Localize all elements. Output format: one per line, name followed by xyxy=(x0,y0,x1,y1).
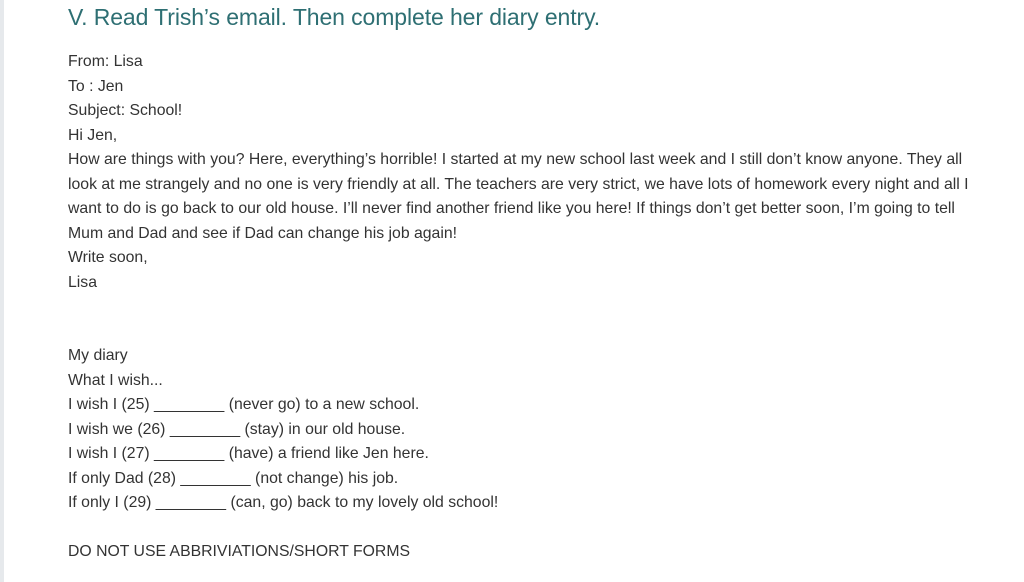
diary-title: My diary xyxy=(68,347,128,364)
instruction-note-text: DO NOT USE ABBRIVIATIONS/SHORT FORMS xyxy=(68,543,411,560)
exercise-heading: V. Read Trish’s email. Then complete her diary entry. xyxy=(68,4,601,30)
instruction-note xyxy=(68,540,410,565)
diary-item: I wish I (25) ________ (never go) to a new school. xyxy=(68,396,420,413)
email-to: To : Jen xyxy=(68,77,124,95)
email-subject: Subject: School! xyxy=(68,102,183,119)
left-border xyxy=(0,0,4,582)
diary-item: I wish we (26) ________ (stay) in our old house. xyxy=(68,420,406,438)
email-from: From: Lisa xyxy=(68,53,143,70)
email-body: How are things with you? Here, everything’s horrible! I started at my new school last week and I still don’t know anyone. They all look at me strangely and no one is very friendly at all. The teachers are very strict, we have lots of homework every night and all I want to do is go back to our old house. I’ll never find another friend like you here! If things don’t get better soon, I’m going to tell Mum and Dad and see if Dad can change his job again! xyxy=(68,151,969,242)
diary-block xyxy=(68,344,498,516)
email-block xyxy=(68,50,978,295)
email-closing: Write soon, xyxy=(68,249,148,266)
diary-subtitle: What I wish... xyxy=(68,371,163,389)
diary-item: I wish I (27) ________ (have) a friend like Jen here. xyxy=(68,445,429,462)
email-signature: Lisa xyxy=(68,273,97,291)
diary-item: If only I (29) ________ (can, go) back to my lovely old school! xyxy=(68,494,499,511)
email-greeting: Hi Jen, xyxy=(68,126,118,144)
diary-item: If only Dad (28) ________ (not change) his job. xyxy=(68,469,399,487)
